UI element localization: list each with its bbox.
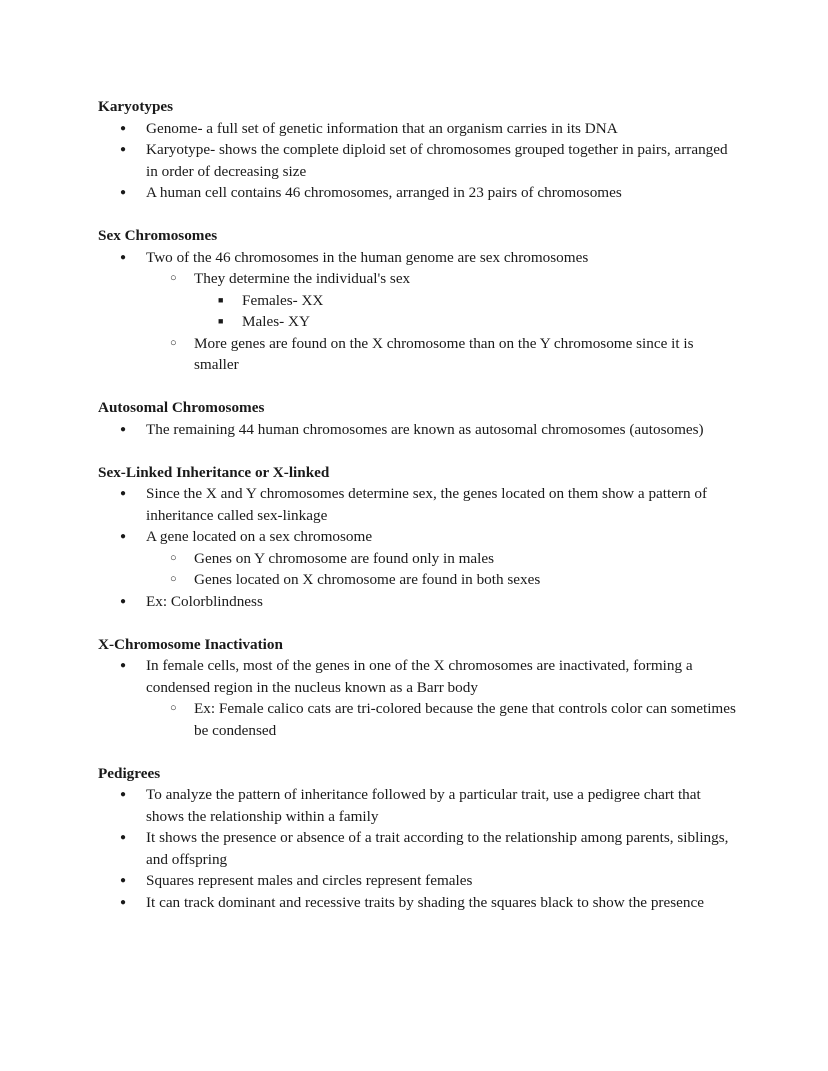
list-item: ● Squares represent males and circles represent females — [98, 870, 738, 892]
list-item-text: Two of the 46 chromosomes in the human genome are sex chromosomes — [146, 248, 589, 266]
sub-sub-list — [194, 290, 738, 333]
section-heading: Sex Chromosomes — [98, 227, 218, 244]
list-item: ● To analyze the pattern of inheritance followed by a particular trait, use a pedigree chart that shows the relationship within a family — [98, 784, 738, 827]
section-pedigrees — [98, 763, 738, 914]
sub-list-item: ○ More genes are found on the X chromosome than on the Y chromosome since it is smaller — [146, 333, 738, 376]
document-content — [98, 96, 738, 935]
bullet-list — [98, 784, 738, 913]
list-item: ● A human cell contains 46 chromosomes, arranged in 23 pairs of chromosomes — [98, 182, 738, 204]
list-item: ● It can track dominant and recessive traits by shading the squares black to show the presence — [98, 892, 738, 914]
sub-list — [146, 268, 738, 376]
bullet-list — [98, 247, 738, 376]
section-sex-linked-inheritance — [98, 462, 738, 613]
sub-list-item: ○ Genes on Y chromosome are found only in males — [146, 548, 738, 570]
section-karyotypes — [98, 96, 738, 204]
list-item-text: They determine the individual's sex — [194, 270, 411, 287]
sub-sub-list-item: ■ Females- XX — [194, 290, 738, 312]
list-item: ● Since the X and Y chromosomes determine sex, the genes located on them show a pattern of inheritance called sex-linkage — [98, 483, 738, 526]
sub-list-item — [146, 268, 738, 333]
list-item — [98, 526, 738, 591]
sub-list — [146, 698, 738, 741]
section-sex-chromosomes — [98, 225, 738, 376]
section-heading: Sex-Linked Inheritance or X-linked — [98, 463, 330, 481]
list-item: ● Karyotype- shows the complete diploid set of chromosomes grouped together in pairs, arranged in order of decreasing size — [98, 139, 738, 182]
list-item — [98, 247, 738, 376]
section-x-chromosome-inactivation — [98, 634, 738, 742]
section-heading: Pedigrees — [98, 764, 161, 782]
section-autosomal-chromosomes — [98, 397, 738, 440]
sub-list-item: ○ Ex: Female calico cats are tri-colored because the gene that controls color can sometimes be condensed — [146, 698, 738, 741]
list-item — [98, 655, 738, 741]
bullet-list — [98, 655, 738, 741]
section-heading: Karyotypes — [98, 98, 174, 115]
sub-list-item: ○ Genes located on X chromosome are found in both sexes — [146, 569, 738, 591]
list-item: ● Ex: Colorblindness — [98, 591, 738, 613]
section-heading: X-Chromosome Inactivation — [98, 635, 283, 653]
list-item: ● The remaining 44 human chromosomes are known as autosomal chromosomes (autosomes) — [98, 419, 738, 441]
list-item: ● It shows the presence or absence of a trait according to the relationship among parents, siblings, and offspring — [98, 827, 738, 870]
list-item-text: In female cells, most of the genes in one of the X chromosomes are inactivated, forming a condensed region in the nucleus known as a Barr body — [146, 657, 693, 696]
bullet-list — [98, 483, 738, 612]
sub-list — [146, 548, 738, 591]
bullet-list — [98, 118, 738, 204]
list-item: ● Genome- a full set of genetic information that an organism carries in its DNA — [98, 118, 738, 140]
section-heading: Autosomal Chromosomes — [98, 399, 265, 416]
bullet-list — [98, 419, 738, 441]
sub-sub-list-item: ■ Males- XY — [194, 311, 738, 333]
list-item-text: A gene located on a sex chromosome — [146, 528, 373, 545]
